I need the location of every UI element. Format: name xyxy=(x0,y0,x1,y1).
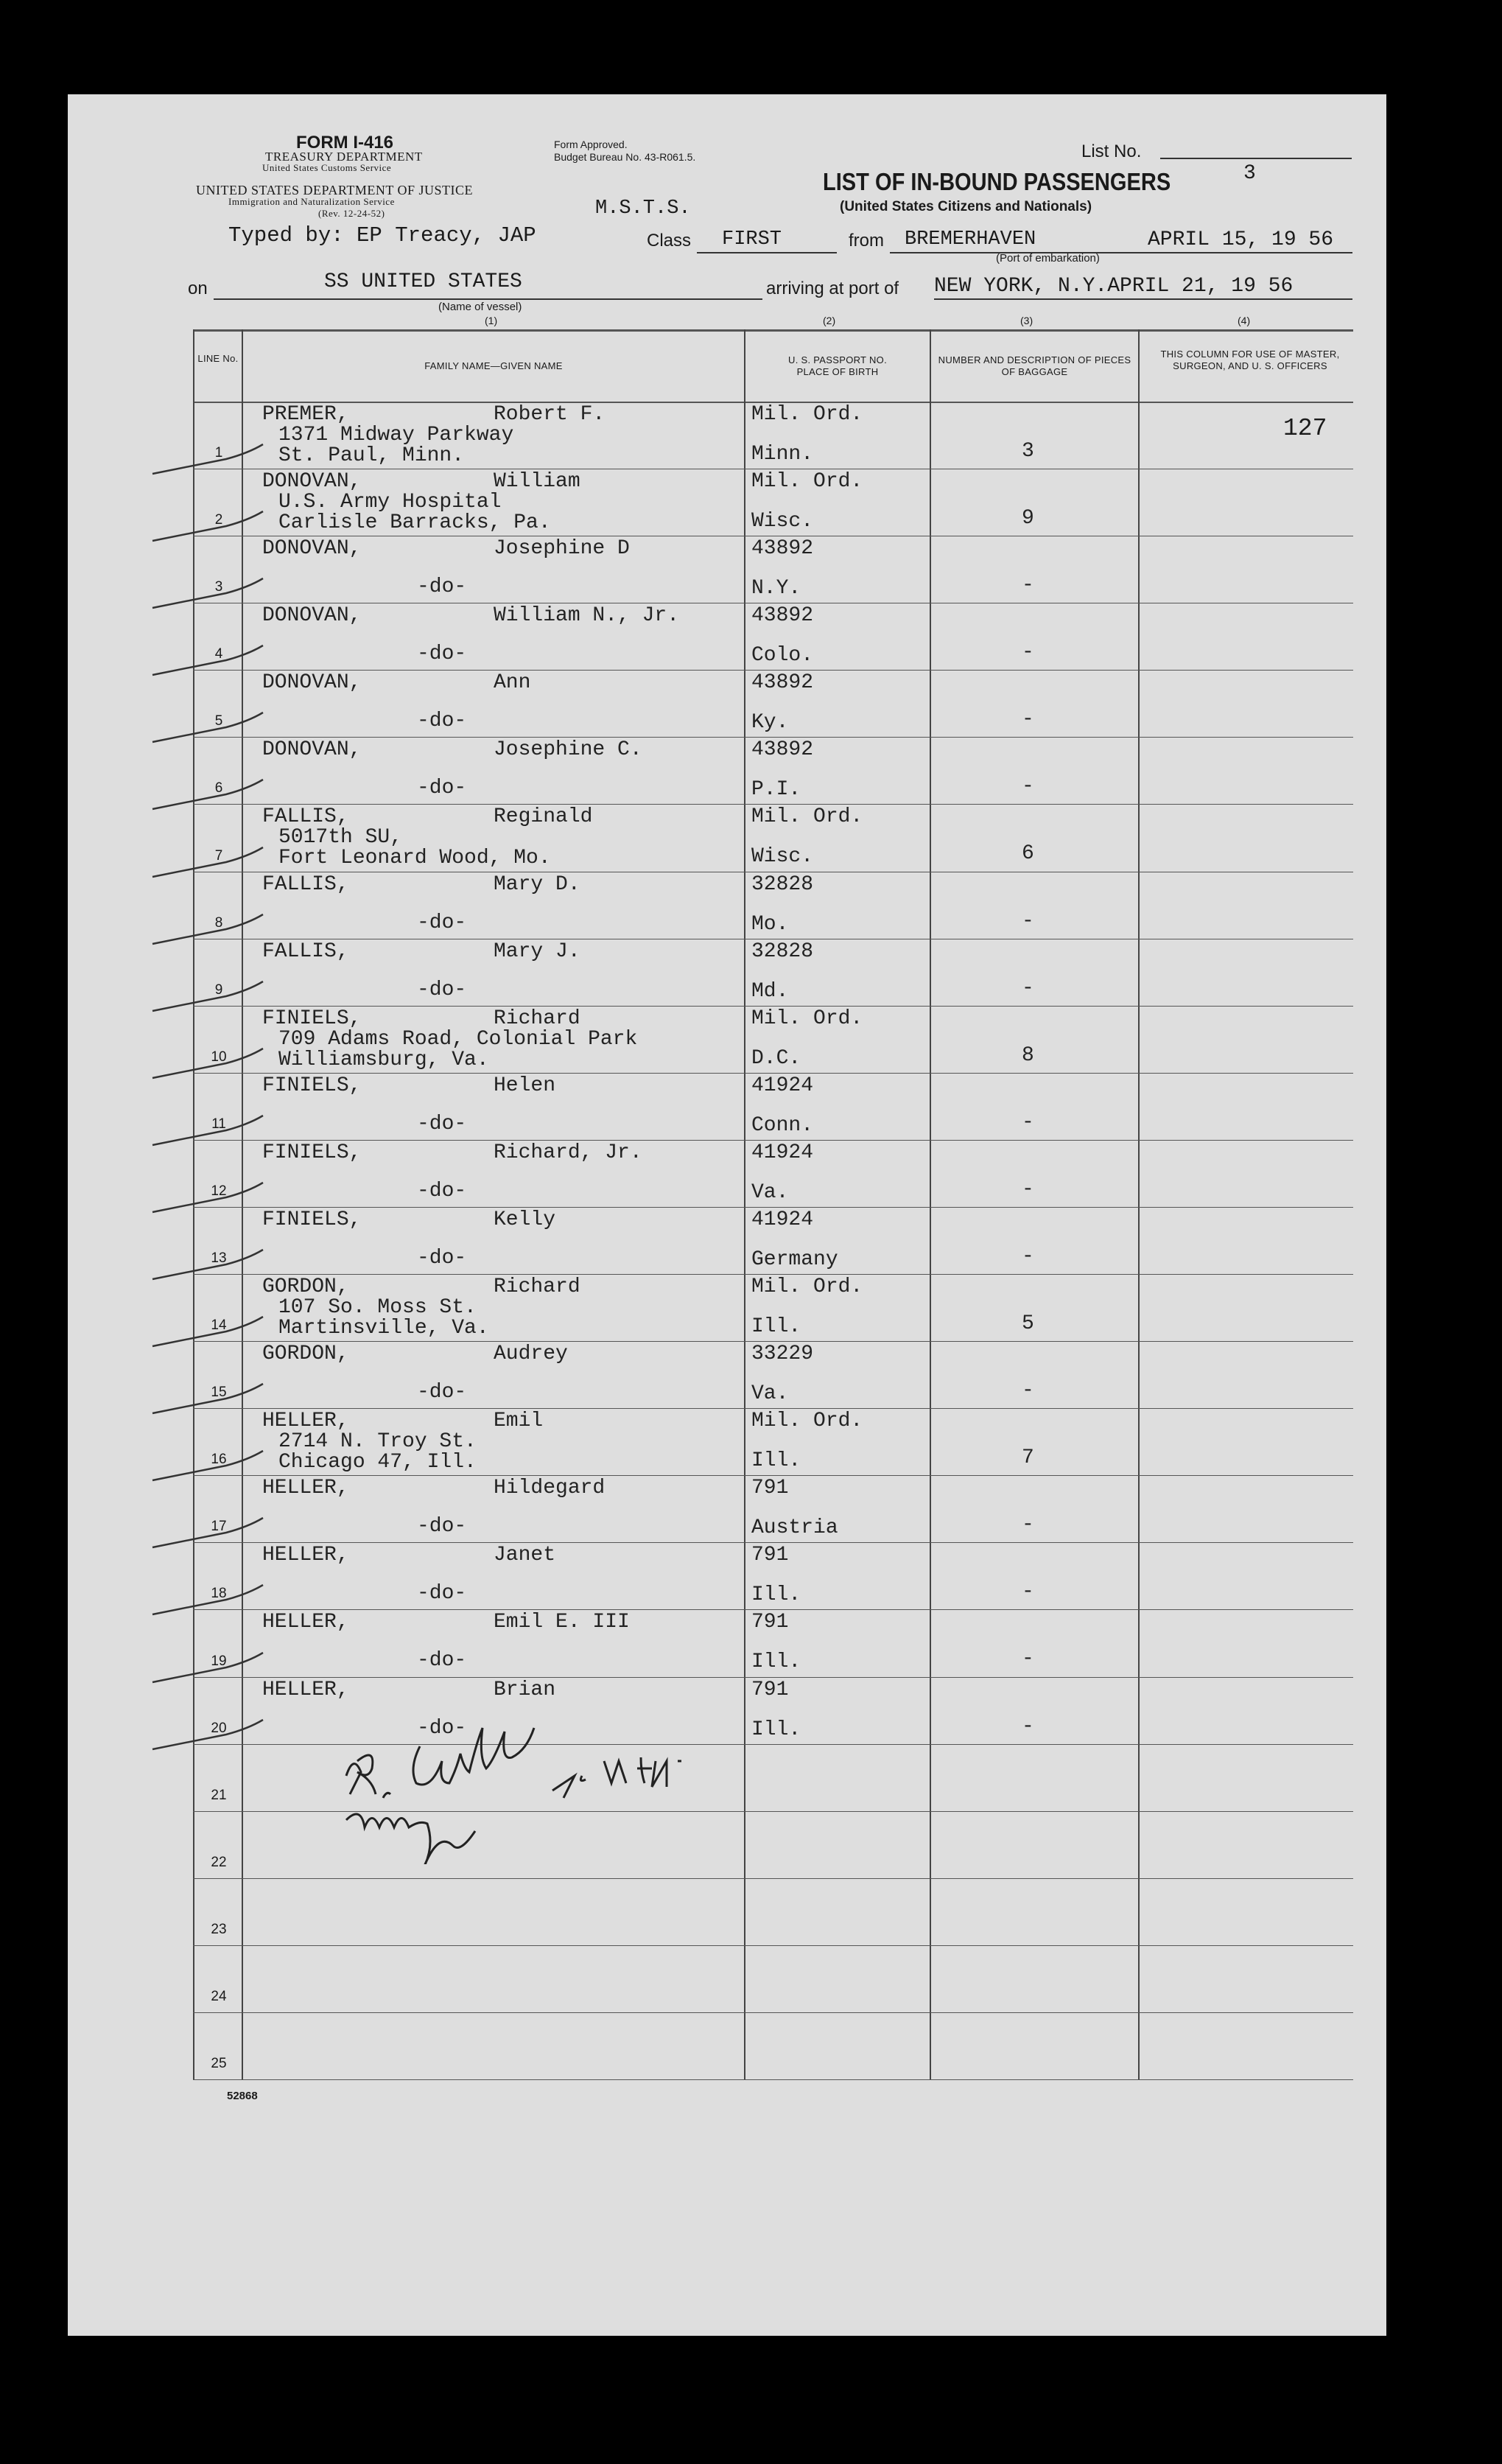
family-name: DONOVAN, xyxy=(262,671,362,695)
form-title: LIST OF IN-BOUND PASSENGERS xyxy=(823,168,1171,195)
passport-number: Mil. Ord. xyxy=(751,1410,863,1433)
line-number: 12 xyxy=(211,1183,227,1199)
check-mark xyxy=(149,1649,274,1693)
given-name: William N., Jr. xyxy=(494,604,680,628)
address-line-1: 5017th SU, xyxy=(278,826,403,850)
row-divider xyxy=(193,1274,1353,1275)
family-name: FALLIS, xyxy=(262,939,349,963)
address-line-2: Carlisle Barracks, Pa. xyxy=(278,511,551,535)
line-number: 4 xyxy=(214,646,223,662)
baggage-count: - xyxy=(1022,976,1034,1000)
place-of-birth: Ill. xyxy=(751,1651,801,1674)
place-of-birth: Wisc. xyxy=(751,845,814,869)
passport-number: Mil. Ord. xyxy=(751,1275,863,1299)
arriving-label: arriving at port of xyxy=(766,279,899,298)
given-name: Brian xyxy=(494,1678,556,1701)
passport-number: 43892 xyxy=(751,671,814,695)
family-name: GORDON, xyxy=(262,1275,349,1299)
family-name: FINIELS, xyxy=(262,1074,362,1097)
row-divider xyxy=(193,670,1353,671)
check-mark xyxy=(149,844,274,888)
family-name: DONOVAN, xyxy=(262,537,362,561)
line-number: 25 xyxy=(211,2056,227,2071)
baggage-count: - xyxy=(1022,708,1034,732)
col-header-passport: U. S. PASSPORT NO. PLACE OF BIRTH xyxy=(788,354,887,377)
passport-number: 791 xyxy=(751,1477,789,1500)
check-mark xyxy=(149,508,274,552)
depart-date: APRIL 15, 19 56 xyxy=(1148,228,1334,251)
baggage-count: 9 xyxy=(1022,507,1034,531)
family-name: DONOVAN, xyxy=(262,738,362,762)
line-number: 5 xyxy=(214,713,223,729)
arrival-underline xyxy=(934,298,1352,300)
same-address-ditto: -do- xyxy=(417,1649,467,1673)
family-name: HELLER, xyxy=(262,1611,349,1634)
check-mark xyxy=(149,978,274,1022)
passport-number: 43892 xyxy=(751,537,814,561)
address-line-1: 107 So. Moss St. xyxy=(278,1296,477,1320)
row-divider xyxy=(193,804,1353,805)
vessel-caption: (Name of vessel) xyxy=(438,301,522,313)
passport-number: 32828 xyxy=(751,939,814,963)
check-mark xyxy=(149,642,274,686)
place-of-birth: Minn. xyxy=(751,443,814,466)
col-header-name: FAMILY NAME—GIVEN NAME xyxy=(424,360,563,371)
col-number-2: (2) xyxy=(823,315,836,326)
line-number: 8 xyxy=(214,914,223,931)
on-label: on xyxy=(188,279,208,298)
form-number: FORM I-416 xyxy=(296,133,394,153)
row-divider xyxy=(193,1609,1353,1610)
list-no-label: List No. xyxy=(1081,141,1142,161)
family-name: FINIELS, xyxy=(262,1208,362,1231)
check-mark xyxy=(149,911,274,955)
check-mark xyxy=(149,1514,274,1558)
given-name: Mary D. xyxy=(494,872,580,896)
list-no-underline xyxy=(1160,158,1352,159)
table-top-border xyxy=(193,329,1353,332)
row-divider xyxy=(193,2079,1353,2080)
passport-number: 33229 xyxy=(751,1343,814,1366)
check-mark xyxy=(149,441,274,485)
typed-by: Typed by: EP Treacy, JAP xyxy=(228,223,536,248)
place-of-birth: Ill. xyxy=(751,1718,801,1741)
given-name: Emil E. III xyxy=(494,1611,630,1634)
row-divider xyxy=(193,1073,1353,1074)
passport-number: Mil. Ord. xyxy=(751,470,863,494)
baggage-count: - xyxy=(1022,1648,1034,1671)
line-number: 13 xyxy=(211,1250,227,1267)
place-of-birth: P.I. xyxy=(751,778,801,802)
family-name: FALLIS, xyxy=(262,805,349,829)
same-address-ditto: -do- xyxy=(417,1112,467,1135)
col-header-line: LINE No. xyxy=(197,353,239,364)
check-mark xyxy=(149,776,274,820)
officer-note: 127 xyxy=(1283,415,1327,442)
family-name: DONOVAN, xyxy=(262,470,362,494)
customs-service: United States Customs Service xyxy=(262,162,392,173)
given-name: Reginald xyxy=(494,805,593,829)
line-number: 17 xyxy=(211,1519,227,1535)
line-number: 24 xyxy=(211,1988,227,2004)
baggage-count: - xyxy=(1022,1379,1034,1403)
given-name: Richard xyxy=(494,1007,580,1030)
given-name: Emil xyxy=(494,1410,544,1433)
passport-number: 791 xyxy=(751,1678,789,1701)
baggage-count: 5 xyxy=(1022,1312,1034,1336)
row-divider xyxy=(193,1006,1353,1007)
family-name: HELLER, xyxy=(262,1544,349,1567)
check-mark xyxy=(149,1246,274,1290)
baggage-count: - xyxy=(1022,1581,1034,1604)
baggage-count: 8 xyxy=(1022,1043,1034,1067)
line-number: 20 xyxy=(211,1720,227,1736)
col-divider xyxy=(744,329,745,2079)
check-mark xyxy=(149,1716,274,1760)
line-number: 23 xyxy=(211,1921,227,1937)
baggage-count: - xyxy=(1022,1110,1034,1134)
given-name: Kelly xyxy=(494,1208,556,1231)
vessel-name: SS UNITED STATES xyxy=(324,270,522,293)
baggage-count: - xyxy=(1022,574,1034,598)
family-name: HELLER, xyxy=(262,1477,349,1500)
form-subtitle: (United States Citizens and Nationals) xyxy=(840,199,1092,214)
row-divider xyxy=(193,1542,1353,1543)
address-line-2: Martinsville, Va. xyxy=(278,1317,489,1340)
baggage-count: - xyxy=(1022,909,1034,933)
passport-number: 791 xyxy=(751,1544,789,1567)
from-label: from xyxy=(849,231,884,251)
given-name: Helen xyxy=(494,1074,556,1097)
class-label: Class xyxy=(647,231,692,251)
same-address-ditto: -do- xyxy=(417,710,467,733)
given-name: Robert F. xyxy=(494,403,606,426)
address-line-2: St. Paul, Minn. xyxy=(278,444,465,467)
place-of-birth: Md. xyxy=(751,979,789,1003)
arrival-port-date: NEW YORK, N.Y.APRIL 21, 19 56 xyxy=(934,275,1294,298)
given-name: Mary J. xyxy=(494,939,580,963)
same-address-ditto: -do- xyxy=(417,978,467,1001)
footer-code: 52868 xyxy=(227,2090,258,2102)
row-divider xyxy=(193,737,1353,738)
passport-number: Mil. Ord. xyxy=(751,403,863,426)
check-mark xyxy=(149,1447,274,1491)
row-divider xyxy=(193,1475,1353,1476)
msts-label: M.S.T.S. xyxy=(595,197,691,220)
line-number: 3 xyxy=(214,579,223,595)
budget-bureau: Budget Bureau No. 43-R061.5. xyxy=(554,151,696,163)
check-mark xyxy=(149,1179,274,1223)
same-address-ditto: -do- xyxy=(417,1381,467,1404)
family-name: FINIELS, xyxy=(262,1007,362,1030)
col-header-officers: THIS COLUMN FOR USE OF MASTER, SURGEON, AND U. S. OFFICERS xyxy=(1160,349,1340,371)
baggage-count: - xyxy=(1022,1245,1034,1268)
address-line-1: 2714 N. Troy St. xyxy=(278,1430,477,1454)
place-of-birth: Va. xyxy=(751,1382,789,1406)
place-of-birth: Conn. xyxy=(751,1113,814,1137)
same-address-ditto: -do- xyxy=(417,1246,467,1270)
baggage-count: - xyxy=(1022,641,1034,665)
treasury-department: TREASURY DEPARTMENT xyxy=(265,150,423,164)
passport-number: Mil. Ord. xyxy=(751,805,863,829)
passport-number: 791 xyxy=(751,1611,789,1634)
address-line-2: Williamsburg, Va. xyxy=(278,1048,489,1071)
same-address-ditto: -do- xyxy=(417,575,467,599)
same-address-ditto: -do- xyxy=(417,1716,467,1740)
given-name: Hildegard xyxy=(494,1477,606,1500)
row-divider xyxy=(193,1878,1353,1879)
same-address-ditto: -do- xyxy=(417,1515,467,1539)
address-line-1: 1371 Midway Parkway xyxy=(278,424,514,447)
address-line-2: Chicago 47, Ill. xyxy=(278,1451,477,1474)
passport-number: 41924 xyxy=(751,1074,814,1097)
list-no-value: 3 xyxy=(1243,162,1256,185)
baggage-count: 6 xyxy=(1022,842,1034,866)
check-mark xyxy=(149,1112,274,1156)
line-number: 9 xyxy=(214,981,223,998)
family-name: DONOVAN, xyxy=(262,604,362,628)
line-number: 2 xyxy=(214,512,223,528)
baggage-count: - xyxy=(1022,1715,1034,1738)
form-revision: (Rev. 12-24-52) xyxy=(318,208,385,219)
family-name: HELLER, xyxy=(262,1410,349,1433)
family-name: GORDON, xyxy=(262,1343,349,1366)
inspector-signature xyxy=(331,1717,744,1864)
line-number: 10 xyxy=(211,1049,227,1065)
passport-number: 41924 xyxy=(751,1141,814,1164)
given-name: Richard, Jr. xyxy=(494,1141,642,1164)
line-number: 16 xyxy=(211,1452,227,1468)
line-number: 11 xyxy=(211,1116,226,1132)
immigration-service: Immigration and Naturalization Service xyxy=(228,196,395,207)
family-name: PREMER, xyxy=(262,403,349,426)
given-name: Ann xyxy=(494,671,531,695)
check-mark xyxy=(149,709,274,753)
col-divider xyxy=(1138,329,1140,2079)
department-of-justice: UNITED STATES DEPARTMENT OF JUSTICE xyxy=(196,183,474,197)
place-of-birth: Colo. xyxy=(751,644,814,668)
check-mark xyxy=(149,1380,274,1424)
row-divider xyxy=(193,1207,1353,1208)
form-approved: Form Approved. xyxy=(554,139,628,150)
class-underline xyxy=(697,252,837,253)
place-of-birth: Ky. xyxy=(751,711,789,735)
line-number: 1 xyxy=(214,445,223,461)
given-name: William xyxy=(494,470,580,494)
place-of-birth: Ill. xyxy=(751,1449,801,1473)
address-line-1: U.S. Army Hospital xyxy=(278,491,502,514)
given-name: Janet xyxy=(494,1544,556,1567)
line-number: 7 xyxy=(214,847,223,864)
given-name: Josephine C. xyxy=(494,738,642,762)
given-name: Audrey xyxy=(494,1343,568,1366)
line-number: 15 xyxy=(211,1385,227,1401)
class-value: FIRST xyxy=(722,228,782,251)
family-name: HELLER, xyxy=(262,1678,349,1701)
place-of-birth: N.Y. xyxy=(751,577,801,601)
place-of-birth: Ill. xyxy=(751,1583,801,1607)
baggage-count: 7 xyxy=(1022,1446,1034,1470)
place-of-birth: Ill. xyxy=(751,1315,801,1339)
place-of-birth: Va. xyxy=(751,1180,789,1204)
given-name: Josephine D xyxy=(494,537,630,561)
from-port: BREMERHAVEN xyxy=(905,228,1036,251)
vessel-underline xyxy=(214,298,762,300)
place-of-birth: Austria xyxy=(751,1516,838,1540)
given-name: Richard xyxy=(494,1275,580,1299)
baggage-count: - xyxy=(1022,1177,1034,1201)
same-address-ditto: -do- xyxy=(417,643,467,666)
line-number: 19 xyxy=(211,1653,227,1669)
port-embark-caption: (Port of embarkation) xyxy=(996,252,1100,265)
check-mark xyxy=(149,1313,274,1357)
place-of-birth: D.C. xyxy=(751,1046,801,1070)
family-name: FALLIS, xyxy=(262,872,349,896)
same-address-ditto: -do- xyxy=(417,777,467,800)
row-divider xyxy=(193,1408,1353,1409)
row-divider xyxy=(193,1140,1353,1141)
baggage-count: - xyxy=(1022,1513,1034,1537)
passport-number: 43892 xyxy=(751,604,814,628)
passport-number: 41924 xyxy=(751,1208,814,1231)
col-number-3: (3) xyxy=(1020,315,1033,326)
from-underline xyxy=(890,252,1352,253)
line-number: 22 xyxy=(211,1854,227,1870)
same-address-ditto: -do- xyxy=(417,911,467,934)
address-line-2: Fort Leonard Wood, Mo. xyxy=(278,847,551,870)
row-divider xyxy=(193,2012,1353,2013)
check-mark xyxy=(149,1045,274,1089)
line-number: 14 xyxy=(211,1317,227,1334)
place-of-birth: Germany xyxy=(751,1247,838,1271)
passport-number: Mil. Ord. xyxy=(751,1007,863,1030)
same-address-ditto: -do- xyxy=(417,1179,467,1203)
check-mark xyxy=(149,1581,274,1625)
row-divider xyxy=(193,1341,1353,1342)
passport-number: 43892 xyxy=(751,738,814,762)
family-name: FINIELS, xyxy=(262,1141,362,1164)
baggage-count: - xyxy=(1022,775,1034,799)
col-header-baggage: NUMBER AND DESCRIPTION OF PIECES OF BAGGAGE xyxy=(938,354,1131,377)
place-of-birth: Wisc. xyxy=(751,510,814,533)
line-number: 21 xyxy=(211,1787,227,1803)
place-of-birth: Mo. xyxy=(751,912,789,936)
col-divider xyxy=(930,329,931,2079)
address-line-1: 709 Adams Road, Colonial Park xyxy=(278,1027,638,1051)
line-number: 18 xyxy=(211,1586,227,1602)
same-address-ditto: -do- xyxy=(417,1582,467,1606)
passport-number: 32828 xyxy=(751,872,814,896)
line-number: 6 xyxy=(214,780,223,797)
row-divider xyxy=(193,1677,1353,1678)
row-divider xyxy=(193,1945,1353,1946)
col-number-1: (1) xyxy=(485,315,498,326)
baggage-count: 3 xyxy=(1022,440,1034,463)
check-mark xyxy=(149,575,274,619)
col-number-4: (4) xyxy=(1238,315,1251,326)
